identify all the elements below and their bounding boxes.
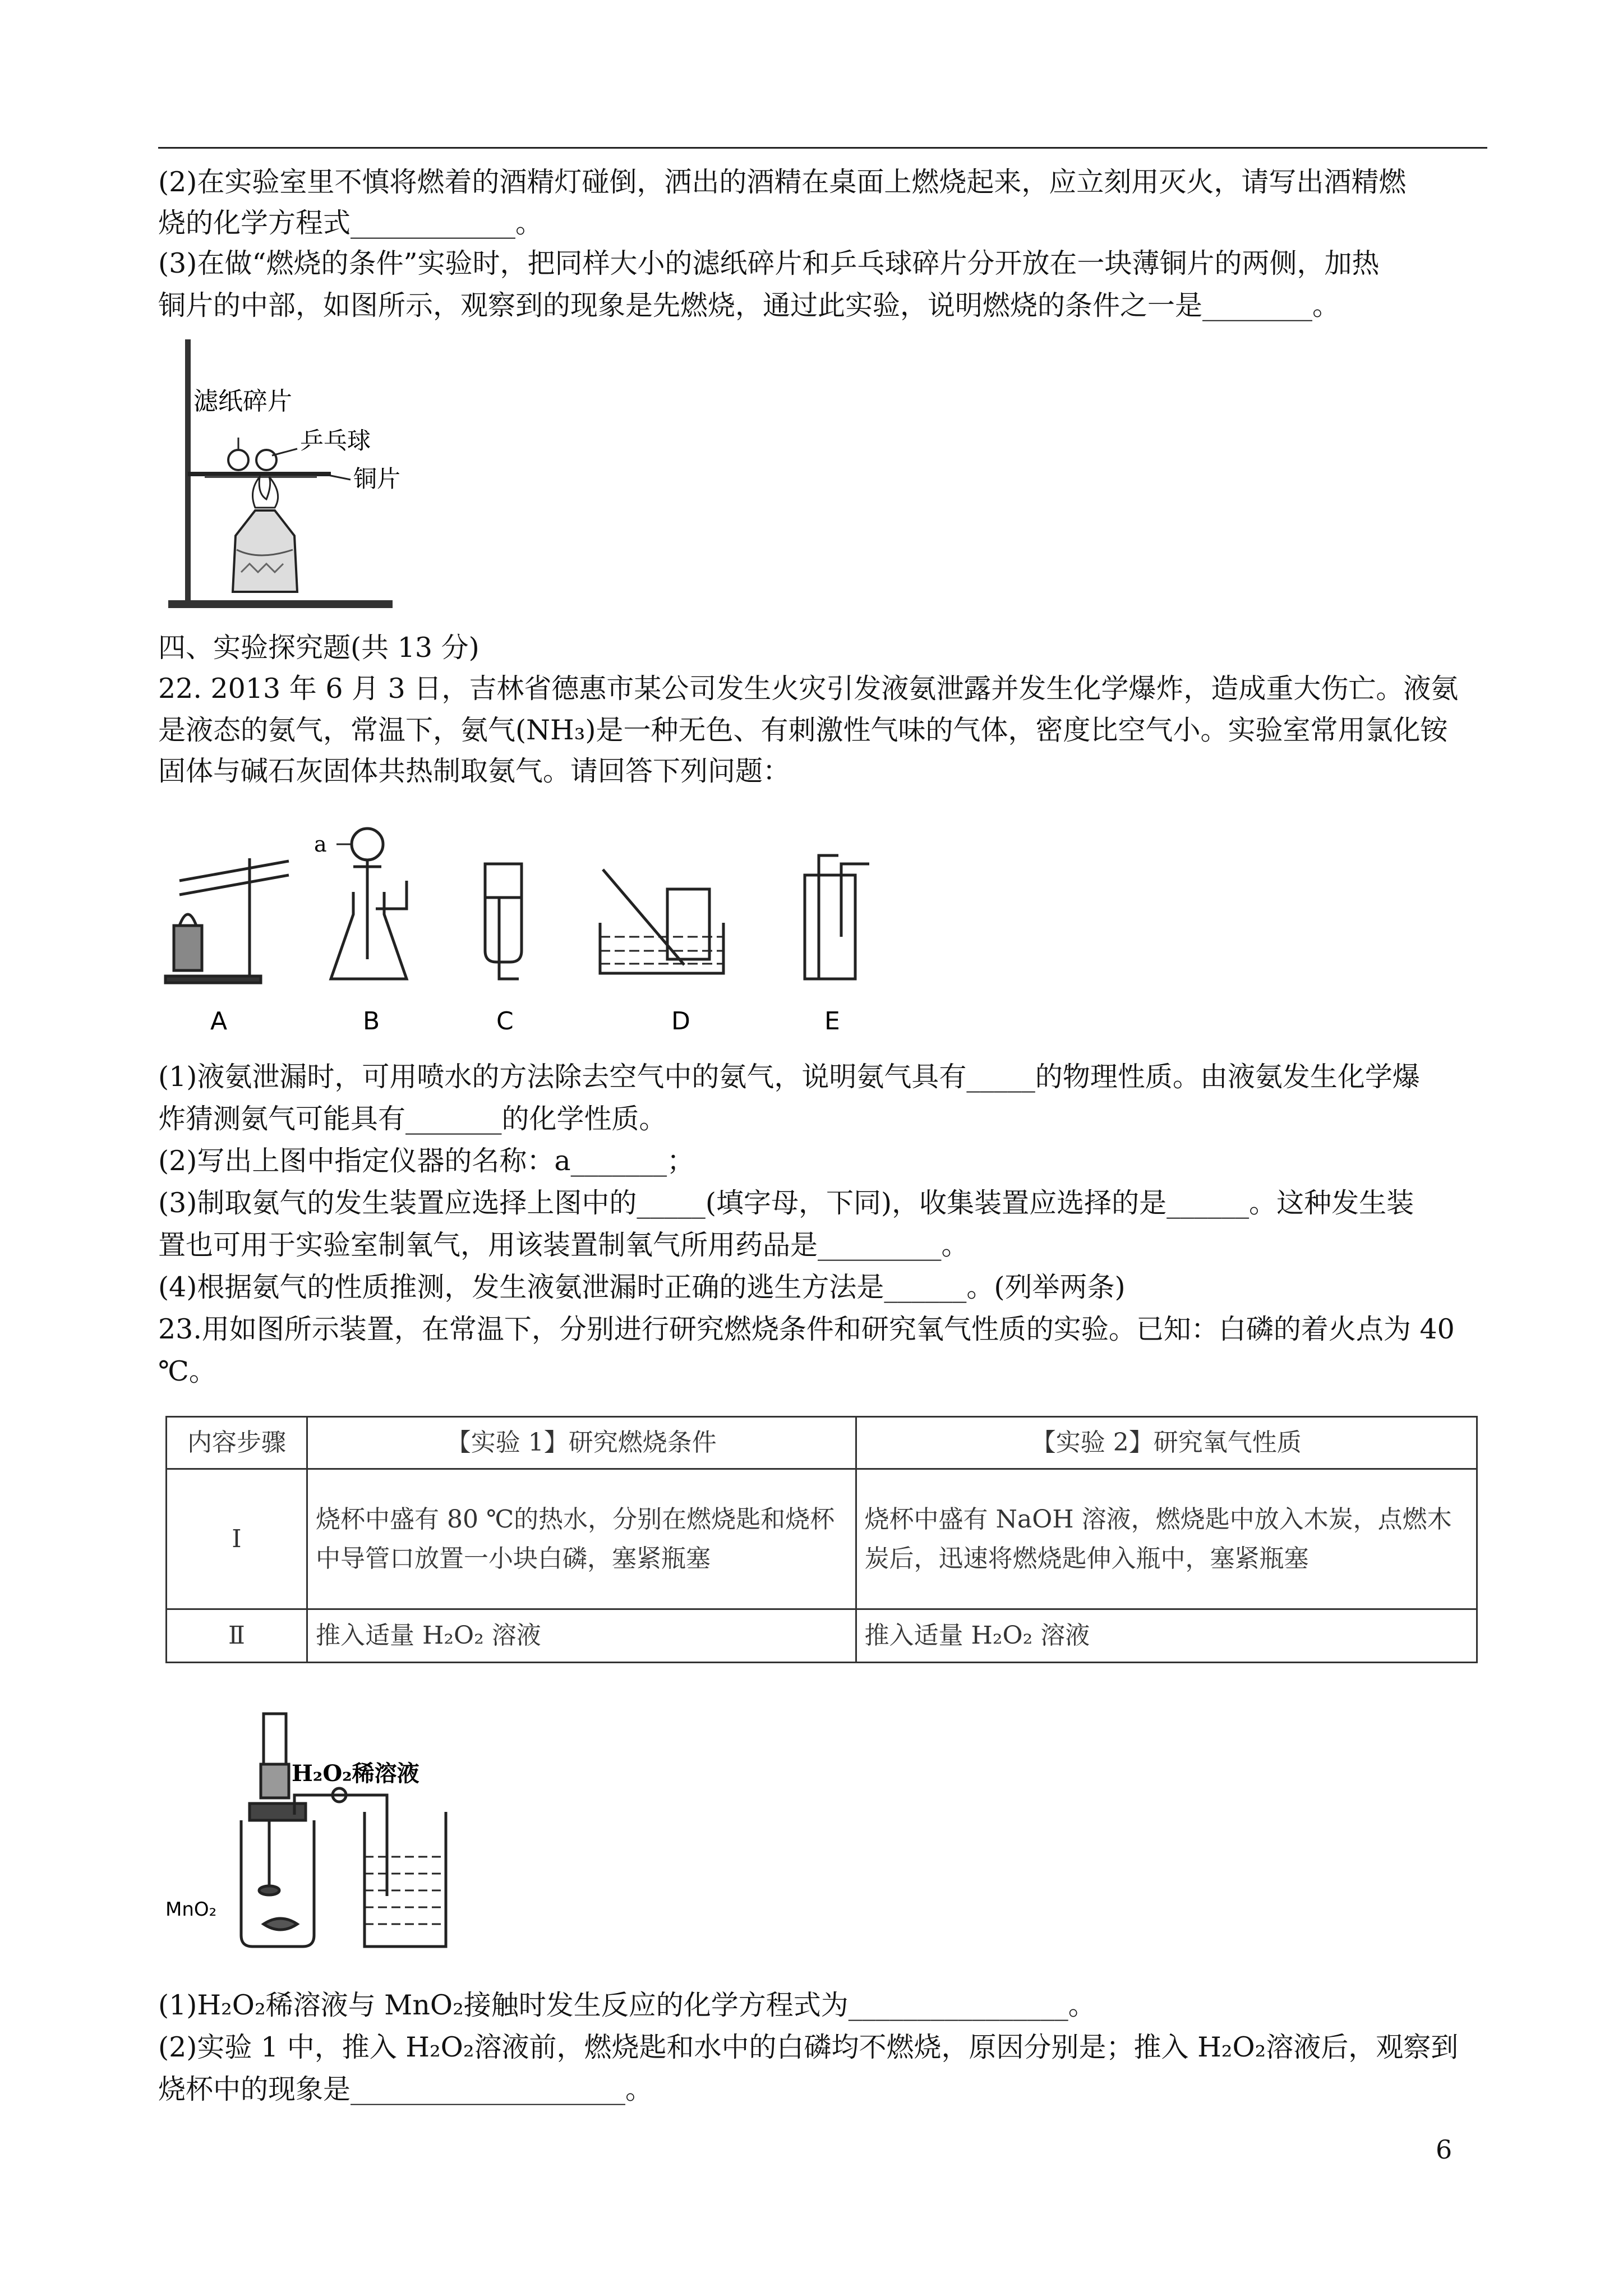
q23-part2-line1: (2)实验 1 中，推入 H₂O₂溶液前，燃烧匙和水中的白磷均不燃烧，原因分别是；推入 H₂O₂溶液后，观察到	[158, 2031, 1459, 2063]
h2o2-apparatus-figure	[160, 1705, 474, 1958]
section-title: 四、实验探究题(共 13 分)	[158, 632, 479, 664]
apparatus-a	[165, 858, 289, 983]
q21-part3-line2: 铜片的中部，如图所示，观察到的现象是先燃烧，通过此实验，说明燃烧的条件之一是________。	[158, 289, 1340, 321]
table-cell: 烧杯中盛有 NaOH 溶液，燃烧匙中放入木炭，点燃木炭后，迅速将燃烧匙伸入瓶中，塞紧瓶塞	[856, 1469, 1477, 1609]
q23-intro-line2: ℃。	[158, 1355, 216, 1387]
label-D: D	[671, 1007, 690, 1036]
q22-part3-line2: 置也可用于实验室制氧气，用该装置制氧气所用药品是_________。	[158, 1229, 969, 1261]
label-E: E	[824, 1007, 840, 1036]
q22-part1-line2: 炸猜测氨气可能具有_______的化学性质。	[158, 1103, 667, 1135]
q21-part3-line1: (3)在做“燃烧的条件”实验时，把同样大小的滤纸碎片和乒乓球碎片分开放在一块薄铜片的两侧，加热	[158, 247, 1380, 279]
table-row	[167, 1469, 1477, 1609]
experiment-table	[165, 1416, 1478, 1663]
table-cell: 烧杯中盛有 80 ℃的热水，分别在燃烧匙和烧杯中导管口放置一小块白磷，塞紧瓶塞	[307, 1469, 856, 1609]
burning-condition-figure	[163, 337, 404, 611]
apparatus-figure	[160, 825, 911, 1038]
label-B: B	[363, 1007, 380, 1036]
q21-part2-line1: (2)在实验室里不慎将燃着的酒精灯碰倒，洒出的酒精在桌面上燃烧起来，应立刻用灭火，请写出酒精燃	[158, 166, 1407, 198]
mno2-label: MnO₂	[165, 1898, 217, 1921]
paper-label: 滤纸碎片	[193, 387, 292, 416]
q23-intro-line1: 23.用如图所示装置，在常温下，分别进行研究燃烧条件和研究氧气性质的实验。已知：白磷的着火点为 40	[158, 1313, 1455, 1345]
apparatus-d	[600, 869, 723, 973]
label-a-pointer: a	[314, 832, 327, 857]
q21-part2-line2: 烧的化学方程式____________。	[158, 207, 543, 239]
page-number: 6	[1436, 2134, 1453, 2165]
q22-intro-line1: 22. 2013 年 6 月 3 日，吉林省德惠市某公司发生火灾引发液氨泄露并发生化学爆炸，造成重大伤亡。液氨	[158, 673, 1459, 705]
table-header: 内容步骤	[167, 1417, 307, 1469]
table-cell: Ⅰ	[167, 1469, 307, 1609]
table-header: 【实验 2】研究氧气性质	[856, 1417, 1477, 1469]
apparatus-e	[805, 855, 869, 979]
q22-intro-line3: 固体与碱石灰固体共热制取氨气。请回答下列问题：	[158, 755, 791, 787]
label-A: A	[210, 1007, 228, 1036]
q22-part4: (4)根据氨气的性质推测，发生液氨泄漏时正确的逃生方法是______。(列举两条)	[158, 1271, 1126, 1303]
table-row	[167, 1609, 1477, 1663]
q23-part1: (1)H₂O₂稀溶液与 MnO₂接触时发生反应的化学方程式为________________。	[158, 1989, 1096, 2021]
copper-label: 铜片	[353, 465, 401, 493]
header-rule	[158, 147, 1487, 149]
table-cell: 推入适量 H₂O₂ 溶液	[856, 1609, 1477, 1663]
q22-part2: (2)写出上图中指定仪器的名称：a_______；	[158, 1145, 695, 1177]
apparatus-c	[485, 864, 522, 979]
q22-intro-line2: 是液态的氨气，常温下，氨气(NH₃)是一种无色、有刺激性气味的气体，密度比空气小。实验室常用氯化铵	[158, 714, 1448, 746]
apparatus-b	[331, 829, 407, 979]
q23-part2-line2: 烧杯中的现象是____________________。	[158, 2073, 653, 2105]
q22-part3-line1: (3)制取氨气的发生装置应选择上图中的_____(填字母，下同)，收集装置应选择的是______。这种发生装	[158, 1187, 1414, 1219]
table-header-row	[167, 1417, 1477, 1469]
table-header: 【实验 1】研究燃烧条件	[307, 1417, 856, 1469]
ball-label: 乒乓球	[300, 427, 371, 454]
h2o2-label: H₂O₂稀溶液	[292, 1760, 419, 1787]
q22-part1-line1: (1)液氨泄漏时，可用喷水的方法除去空气中的氨气，说明氨气具有_____的物理性质。由液氨发生化学爆	[158, 1061, 1420, 1093]
table-cell: Ⅱ	[167, 1609, 307, 1663]
table-cell: 推入适量 H₂O₂ 溶液	[307, 1609, 856, 1663]
label-C: C	[496, 1007, 514, 1036]
